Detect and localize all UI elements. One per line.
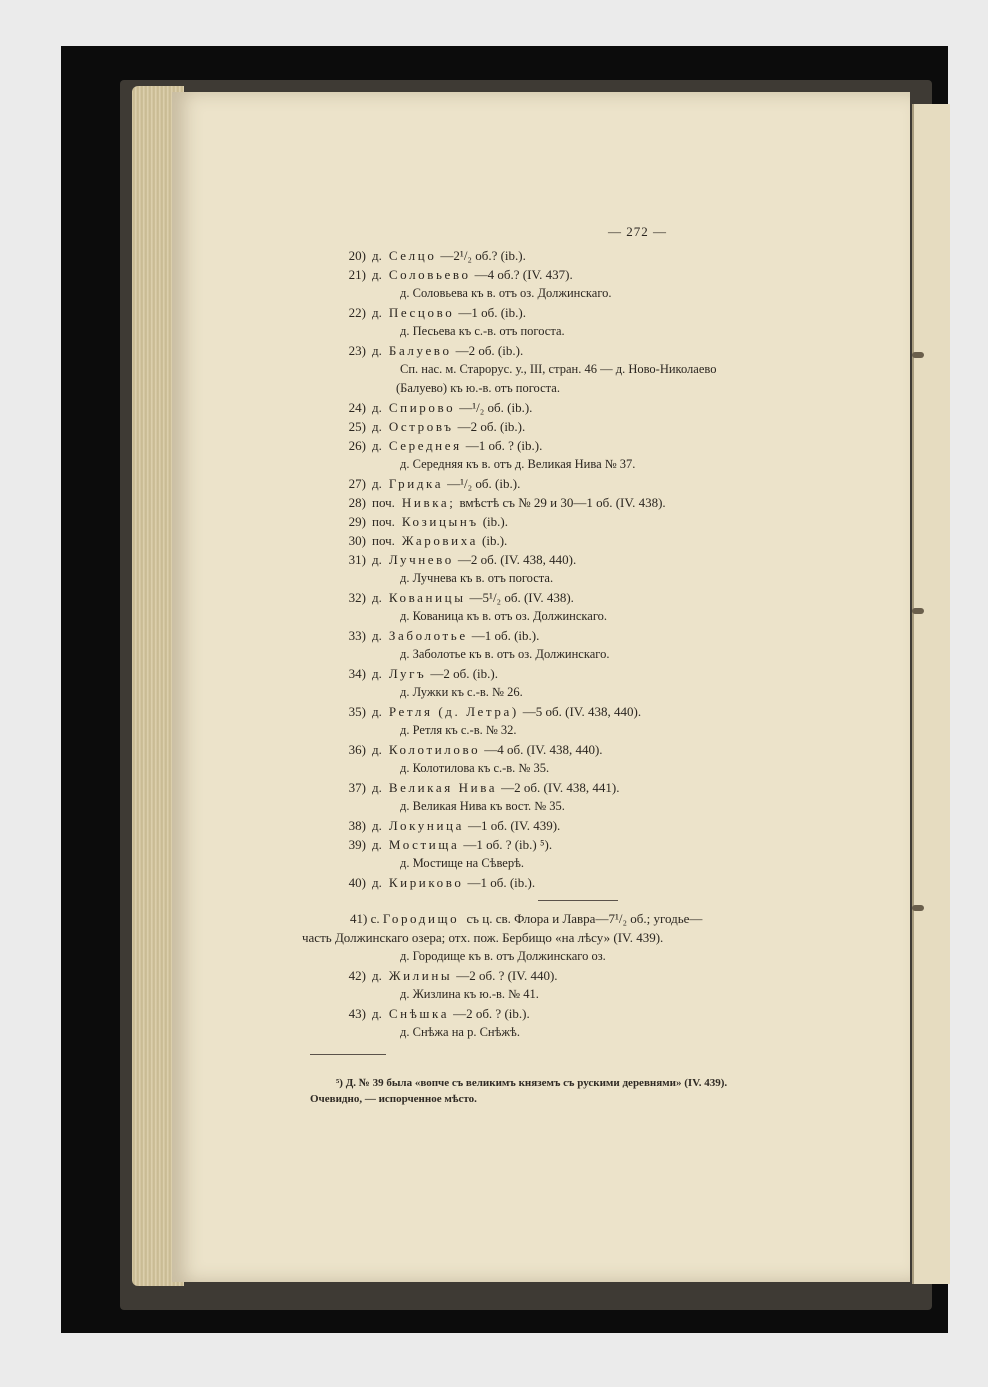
entry-detail: —5¹/₂ об. (IV. 438).	[469, 590, 574, 605]
entry-number: 34)	[348, 666, 366, 681]
entry-number: 41)	[350, 911, 368, 926]
entry-type: д.	[372, 742, 382, 757]
entry-type: д.	[372, 476, 382, 491]
entry-number: 33)	[348, 628, 366, 643]
entry-list	[310, 246, 855, 892]
entry-number: 37)	[348, 780, 366, 795]
entry-number: 23)	[348, 343, 366, 358]
entry-row	[310, 436, 855, 455]
entry-detail: —1 об. (ib.).	[458, 305, 526, 320]
entry-detail: —1 об. (IV. 439).	[467, 818, 561, 833]
entry-number: 31)	[348, 552, 366, 567]
entry-row	[310, 816, 855, 835]
entry-name: Кованицы	[388, 590, 466, 605]
entry-note: д. Лучнева къ в. отъ погоста.	[400, 571, 554, 585]
binding-ring	[912, 905, 924, 911]
entry-detail-continued: часть Должинскаго озера; отх. пож. Бербищо «на лѣсу» (IV. 439).	[302, 930, 664, 945]
entry-detail: —2 об. (IV. 438, 441).	[501, 780, 620, 795]
entry-name: Жилины	[388, 968, 453, 983]
entry-41	[302, 909, 855, 966]
entry-name: Лугъ	[388, 666, 427, 681]
entry-row	[310, 531, 855, 550]
entry-row	[310, 664, 855, 683]
entry-type: поч.	[372, 514, 395, 529]
entry-row	[310, 966, 855, 985]
entry-type: д.	[372, 438, 382, 453]
entry-type: д.	[372, 343, 382, 358]
footnote	[310, 1075, 855, 1107]
entry-number: 43)	[348, 1006, 366, 1021]
entry-note: д. Мостище на Сѣверѣ.	[400, 856, 524, 870]
entry-row	[310, 398, 855, 417]
footnote-line: ⁵) Д. № 39 была «вопче съ великимъ княземъ съ рускими деревнями» (IV. 439).	[336, 1077, 728, 1089]
entry-row	[310, 835, 855, 854]
binding-ring	[912, 352, 924, 358]
entry-detail: —1 об. (ib.).	[467, 875, 536, 890]
entry-number: 40)	[348, 875, 366, 890]
entry-name: Колотилово	[388, 742, 481, 757]
entry-detail: —2 об. ? (ib.).	[453, 1006, 530, 1021]
entry-row	[310, 246, 855, 265]
entry-type: д.	[372, 818, 382, 833]
entry-row	[310, 265, 855, 284]
entry-detail: —5 об. (IV. 438, 440).	[522, 704, 642, 719]
entry-name: Песцово	[388, 305, 455, 320]
entry-note: д. Кованица къ в. отъ оз. Должинскаго.	[400, 609, 608, 623]
entry-note: д. Заболотье къ в. отъ оз. Должинскаго.	[400, 647, 610, 661]
entry-name: Ретля (д. Летра)	[388, 704, 519, 719]
entry-row	[310, 303, 855, 322]
entry-note: д. Середняя къ в. отъ д. Великая Нива № 37.	[400, 457, 636, 471]
entry-name: Балуево	[388, 343, 452, 358]
entry-row	[310, 341, 855, 360]
entry-number: 20)	[348, 248, 366, 263]
entry-detail: —2 об. (ib.).	[457, 419, 526, 434]
entry-row	[310, 740, 855, 759]
entry-detail: (ib.).	[482, 533, 508, 548]
entry-row	[310, 474, 855, 493]
entry-note: Сп. нас. м. Старорус. у., III, стран. 46 — д. Ново-Николаево	[400, 362, 717, 376]
entry-number: 39)	[348, 837, 366, 852]
entry-name: Городищо	[382, 911, 460, 926]
entry-row	[310, 512, 855, 531]
entry-number: 24)	[348, 400, 366, 415]
entry-detail: —2 об. ? (IV. 440).	[456, 968, 558, 983]
entry-number: 28)	[348, 495, 366, 510]
entry-row	[310, 417, 855, 436]
entry-note: д. Великая Нива къ вост. № 35.	[400, 799, 565, 813]
entry-type: д.	[372, 628, 382, 643]
entry-number: 21)	[348, 267, 366, 282]
entry-name: Кириково	[388, 875, 464, 890]
section-divider	[538, 900, 618, 901]
facing-page-edge	[912, 104, 950, 1284]
entry-note: д. Песьева къ с.-в. отъ погоста.	[400, 324, 565, 338]
entry-name: Середнея	[388, 438, 462, 453]
entry-number: 26)	[348, 438, 366, 453]
entry-row	[310, 626, 855, 645]
entry-detail: —¹/₂ об. (ib.).	[459, 400, 533, 415]
entry-name: Спирово	[388, 400, 456, 415]
entry-note: д. Снѣжа на р. Снѣжѣ.	[400, 1025, 520, 1039]
entry-type: д.	[372, 552, 382, 567]
entry-note-continued: (Балуево) къ ю.-в. отъ погоста.	[396, 381, 560, 395]
entry-type: с.	[370, 911, 380, 926]
entry-detail: —1 об. (ib.).	[471, 628, 540, 643]
entry-note: д. Соловьева къ в. отъ оз. Должинскаго.	[400, 286, 612, 300]
entry-row	[310, 702, 855, 721]
entry-detail: —4 об. (IV. 438, 440).	[484, 742, 603, 757]
entry-note: д. Лужки къ с.-в. № 26.	[400, 685, 523, 699]
entry-name: Гридка	[388, 476, 444, 491]
entry-detail: (ib.).	[482, 514, 508, 529]
entry-number: 35)	[348, 704, 366, 719]
entry-name: Лучнево	[388, 552, 454, 567]
entry-type: д.	[372, 1006, 382, 1021]
entry-type: д.	[372, 780, 382, 795]
entry-detail: —1 об. ? (ib.) ⁵).	[463, 837, 553, 852]
entry-detail: —2 об. (ib.).	[430, 666, 498, 681]
entry-type: поч.	[372, 533, 395, 548]
entry-name: Жаровиха	[401, 533, 479, 548]
entry-name: Локуница	[388, 818, 464, 833]
entry-row	[310, 873, 855, 892]
entry-number: 25)	[348, 419, 366, 434]
entry-note: д. Ретля къ с.-в. № 32.	[400, 723, 517, 737]
footnote-line: Очевидно, — испорченное мѣсто.	[310, 1093, 477, 1105]
binding-ring	[912, 608, 924, 614]
entry-type: д.	[372, 267, 382, 282]
entry-type: д.	[372, 704, 382, 719]
entry-number: 22)	[348, 305, 366, 320]
entry-name: Соловьево	[388, 267, 471, 282]
entry-type: д.	[372, 837, 382, 852]
entry-type: д.	[372, 875, 382, 890]
entry-type: д.	[372, 419, 382, 434]
entry-row	[310, 550, 855, 569]
entry-row	[310, 778, 855, 797]
entry-list-continued	[310, 966, 855, 1042]
entry-type: д.	[372, 590, 382, 605]
entry-name: Снѣшка	[388, 1006, 450, 1021]
entry-detail: —2 об. (IV. 438, 440).	[457, 552, 577, 567]
entry-type: д.	[372, 400, 382, 415]
entry-row	[310, 493, 855, 512]
entry-name: Мостища	[388, 837, 460, 852]
entry-row	[310, 588, 855, 607]
entry-detail: —1 об. ? (ib.).	[465, 438, 543, 453]
page-content	[302, 222, 855, 1107]
entry-number: 27)	[348, 476, 366, 491]
entry-detail: вмѣстѣ съ № 29 и 30—1 об. (IV. 438).	[459, 495, 666, 510]
entry-name: Островъ	[388, 419, 454, 434]
entry-number: 38)	[348, 818, 366, 833]
entry-name: Козицынъ	[401, 514, 479, 529]
entry-note: д. Жизлина къ ю.-в. № 41.	[400, 987, 539, 1001]
entry-number: 29)	[348, 514, 366, 529]
entry-type: д.	[372, 248, 382, 263]
entry-type: д.	[372, 666, 382, 681]
entry-note: д. Городище къ в. отъ Должинскаго оз.	[400, 949, 606, 963]
entry-row	[310, 1004, 855, 1023]
entry-type: поч.	[372, 495, 395, 510]
entry-number: 36)	[348, 742, 366, 757]
page-number: — 272 —	[608, 224, 667, 239]
entry-type: д.	[372, 968, 382, 983]
entry-name: Нивка;	[401, 495, 456, 510]
entry-type: д.	[372, 305, 382, 320]
entry-detail: —4 об.? (IV. 437).	[474, 267, 573, 282]
entry-detail: —¹/₂ об. (ib.).	[447, 476, 521, 491]
entry-number: 30)	[348, 533, 366, 548]
entry-note: д. Колотилова къ с.-в. № 35.	[400, 761, 550, 775]
entry-number: 42)	[348, 968, 366, 983]
entry-name: Великая Нива	[388, 780, 498, 795]
footnote-rule	[310, 1054, 386, 1055]
entry-detail: —2 об. (ib.).	[455, 343, 524, 358]
entry-detail: съ ц. св. Флора и Лавра—7¹/₂ об.; угодье—	[466, 911, 703, 926]
entry-detail: —2¹/₂ об.? (ib.).	[440, 248, 526, 263]
entry-number: 32)	[348, 590, 366, 605]
entry-name: Селцо	[388, 248, 437, 263]
entry-name: Заболотье	[388, 628, 468, 643]
